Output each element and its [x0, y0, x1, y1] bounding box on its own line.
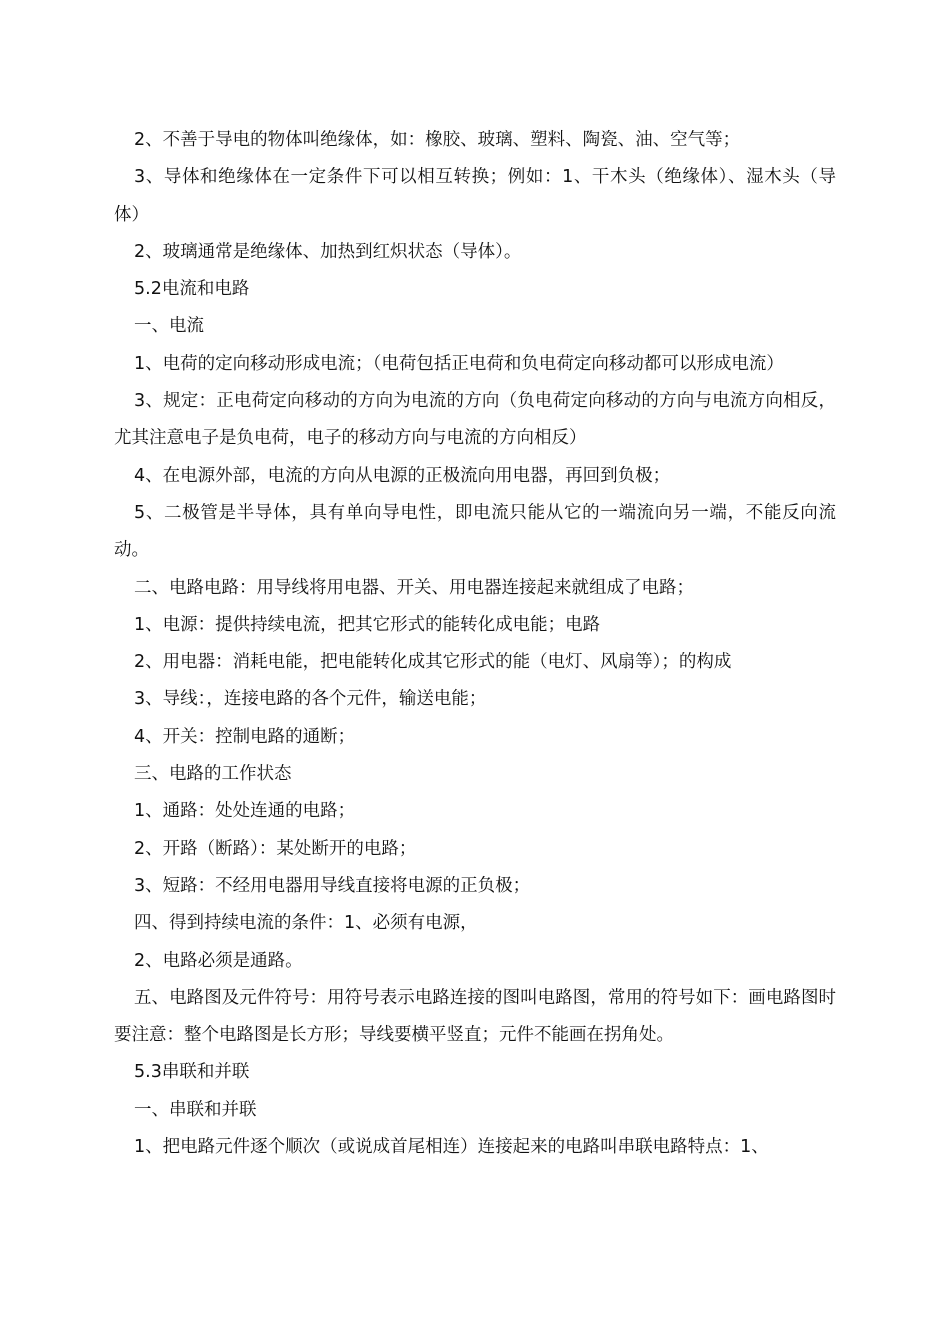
subsection-heading: 三、电路的工作状态: [134, 764, 292, 785]
subsection-heading: 一、电流: [134, 316, 204, 337]
paragraph: 1、通路：处处连通的电路；: [134, 801, 356, 822]
section-heading: 5.2电流和电路: [134, 279, 250, 300]
subsection-heading: 四、得到持续电流的条件：1、必须有电源，: [134, 913, 478, 934]
paragraph: 2、用电器：消耗电能，把电能转化成其它形式的能（电灯、风扇等）；的构成: [134, 652, 732, 673]
subsection-heading: 一、串联和并联: [134, 1099, 257, 1120]
paragraph: 2、玻璃通常是绝缘体、加热到红炽状态（导体）。: [134, 241, 522, 262]
paragraph: 2、电路必须是通路。: [134, 950, 303, 971]
paragraph: 4、在电源外部，电流的方向从电源的正极流向用电器，再回到负极；: [134, 465, 671, 486]
paragraph: 1、电源：提供持续电流，把其它形式的能转化成电能；电路: [134, 614, 601, 635]
paragraph: 2、不善于导电的物体叫绝缘体，如：橡胶、玻璃、塑料、陶瓷、油、空气等；: [134, 130, 741, 150]
subsection-heading: 二、电路电路：用导线将用电器、开关、用电器连接起来就组成了电路；: [134, 577, 694, 598]
subsection-heading: 五、电路图及元件符号：用符号表示电路连接的图叫电路图，常用的符号如下：画电路图时要注意：整个电路图是长方形；导线要横平竖直；元件不能画在拐角处。: [114, 987, 836, 1046]
paragraph: 3、导体和绝缘体在一定条件下可以相互转换；例如：1、干木头（绝缘体）、湿木头（导体）: [114, 167, 836, 225]
paragraph: 1、电荷的定向移动形成电流；（电荷包括正电荷和负电荷定向移动都可以形成电流）: [134, 353, 784, 374]
paragraph: 3、短路：不经用电器用导线直接将电源的正负极；: [134, 875, 531, 896]
paragraph: 3、导线：，连接电路的各个元件，输送电能；: [134, 689, 487, 710]
document-body: [114, 122, 836, 1166]
paragraph: 2、开路（断路）：某处断开的电路；: [134, 838, 417, 859]
paragraph: 3、规定：正电荷定向移动的方向为电流的方向（负电荷定向移动的方向与电流方向相反，尤其注意电子是负电荷，电子的移动方向与电流的方向相反）: [114, 391, 836, 449]
section-heading: 5.3串联和并联: [134, 1062, 250, 1083]
paragraph: 1、把电路元件逐个顺次（或说成首尾相连）连接起来的电路叫串联电路特点：1、: [134, 1137, 769, 1158]
paragraph: 4、开关：控制电路的通断；: [134, 726, 356, 747]
paragraph: 5、二极管是半导体，具有单向导电性，即电流只能从它的一端流向另一端，不能反向流动。: [114, 502, 836, 561]
